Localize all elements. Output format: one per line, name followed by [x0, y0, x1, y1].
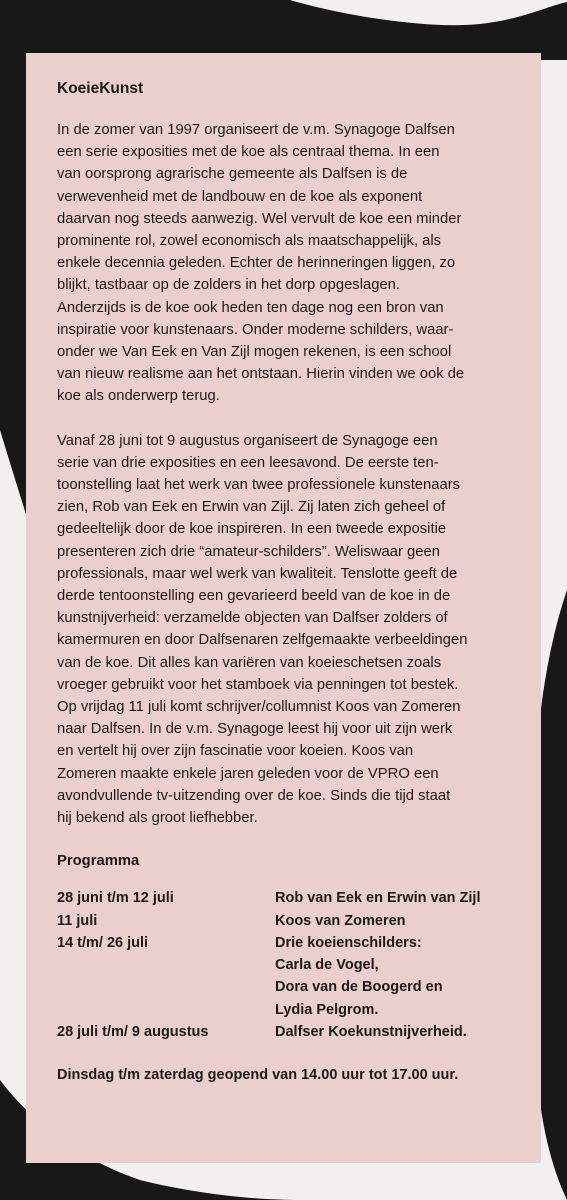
text-line: toonstelling laat het werk van twee professionele kunstenaars: [57, 477, 461, 494]
text-line: avondvullende tv-uitzending over de koe. Sinds die tijd staat: [57, 787, 451, 804]
text-line: kamermuren en door Dalfsenaren zelfgemaakte verbeeldingen: [57, 632, 468, 649]
text-line: inspiratie voor kunstenaars. Onder moderne schilders, waar-: [57, 321, 454, 338]
text-line: een serie exposities met de koe als centraal thema. In een: [57, 144, 440, 161]
cow-patch-top: [0, 0, 567, 60]
text-line: Vanaf 28 juni tot 9 augustus organiseert de Synagoge een: [57, 432, 438, 449]
text-line: en vertelt hij over zijn fascinatie voor koeien. Koos van: [57, 743, 414, 760]
text-line: kunstnijverheid: verzamelde objecten van Dalfser zolders of: [57, 610, 448, 627]
text-line: hij bekend als groot liefhebber.: [57, 810, 258, 827]
text-line: Op vrijdag 11 juli komt schrijver/collumnist Koos van Zomeren: [57, 699, 461, 716]
text-line: zien, Rob van Eek en Erwin van Zijl. Zij laten zich geheel of: [57, 499, 446, 516]
program-date: [57, 999, 275, 1021]
program-row: [57, 976, 513, 998]
text-line: serie van drie exposities en een leesavond. De eerste ten-: [57, 454, 439, 471]
text-line: daarvan nog steeds aanwezig. Wel vervult de koe een minder: [57, 210, 462, 227]
program-description: Lydia Pelgrom.: [275, 1001, 379, 1018]
program-date: [57, 976, 275, 998]
program-description: Koos van Zomeren: [275, 912, 406, 929]
text-line: derde tentoonstelling een gevarieerd beeld van de koe in de: [57, 588, 451, 605]
program-date: 28 juni t/m 12 juli: [57, 890, 174, 907]
program-row: [57, 999, 513, 1021]
text-line: enkele decennia geleden. Echter de herinneringen liggen, zo: [57, 255, 456, 272]
text-line: onder we Van Eek en Van Zijl mogen rekenen, is een school: [57, 344, 452, 361]
program-row: [57, 954, 513, 976]
program-date: 14 t/m/ 26 juli: [57, 934, 149, 951]
text-line: koe als onderwerp terug.: [57, 388, 220, 405]
intro-paragraph: [57, 119, 513, 408]
text-line: Zomeren maakte enkele jaren geleden voor de VPRO een: [57, 765, 439, 782]
text-line: verwevenheid met de landbouw en de koe als exponent: [57, 188, 423, 205]
opening-hours: Dinsdag t/m zaterdag geopend van 14.00 uur tot 17.00 uur.: [57, 1067, 459, 1084]
program-description: Drie koeienschilders:: [275, 934, 422, 951]
program-date: 28 juli t/m/ 9 augustus: [57, 1024, 209, 1041]
text-line: van oorsprong agrarische gemeente als Dalfsen is de: [57, 166, 408, 183]
program-description: Dalfser Koekunstnijverheid.: [275, 1024, 467, 1041]
program-description: Dora van de Boogerd en: [275, 979, 443, 996]
program-heading: Programma: [57, 853, 140, 870]
text-line: gedeeltelijk door de koe inspireren. In een tweede expositie: [57, 521, 447, 538]
text-line: professionals, maar wel werk van kwaliteit. Tenslotte geeft de: [57, 565, 458, 582]
program-row: [57, 887, 513, 909]
text-line: vroeger gebruikt voor het stamboek via penningen tot bestek.: [57, 676, 459, 693]
text-line: In de zomer van 1997 organiseert de v.m. Synagoge Dalfsen: [57, 122, 455, 138]
info-panel: [26, 53, 541, 1163]
text-line: van de koe. Dit alles kan variëren van koeieschetsen zoals: [57, 654, 442, 671]
program-row: [57, 1021, 513, 1043]
text-line: van nieuw realisme aan het ontstaan. Hierin vinden we ook de: [57, 366, 465, 383]
program-date: 11 juli: [57, 912, 98, 929]
program-row: [57, 932, 513, 954]
program-description: Rob van Eek en Erwin van Zijl: [275, 890, 481, 907]
text-line: prominente rol, zowel economisch als maatschappelijk, als: [57, 233, 442, 250]
program-row: [57, 910, 513, 932]
text-line: naar Dalfsen. In de v.m. Synagoge leest hij voor uit zijn werk: [57, 721, 453, 738]
text-line: presenteren zich drie “amateur-schilders”. Weliswaar geen: [57, 543, 440, 560]
document-title: KoeieKunst: [57, 80, 144, 97]
text-line: Anderzijds is de koe ook heden ten dage nog een bron van: [57, 299, 444, 316]
program-schedule: [57, 887, 513, 1043]
text-line: blijkt, tastbaar op de zolders in het dorp opgeslagen.: [57, 277, 401, 294]
program-description: Carla de Vogel,: [275, 957, 379, 974]
program-date: [57, 954, 275, 976]
program-description-paragraph: [57, 430, 513, 830]
